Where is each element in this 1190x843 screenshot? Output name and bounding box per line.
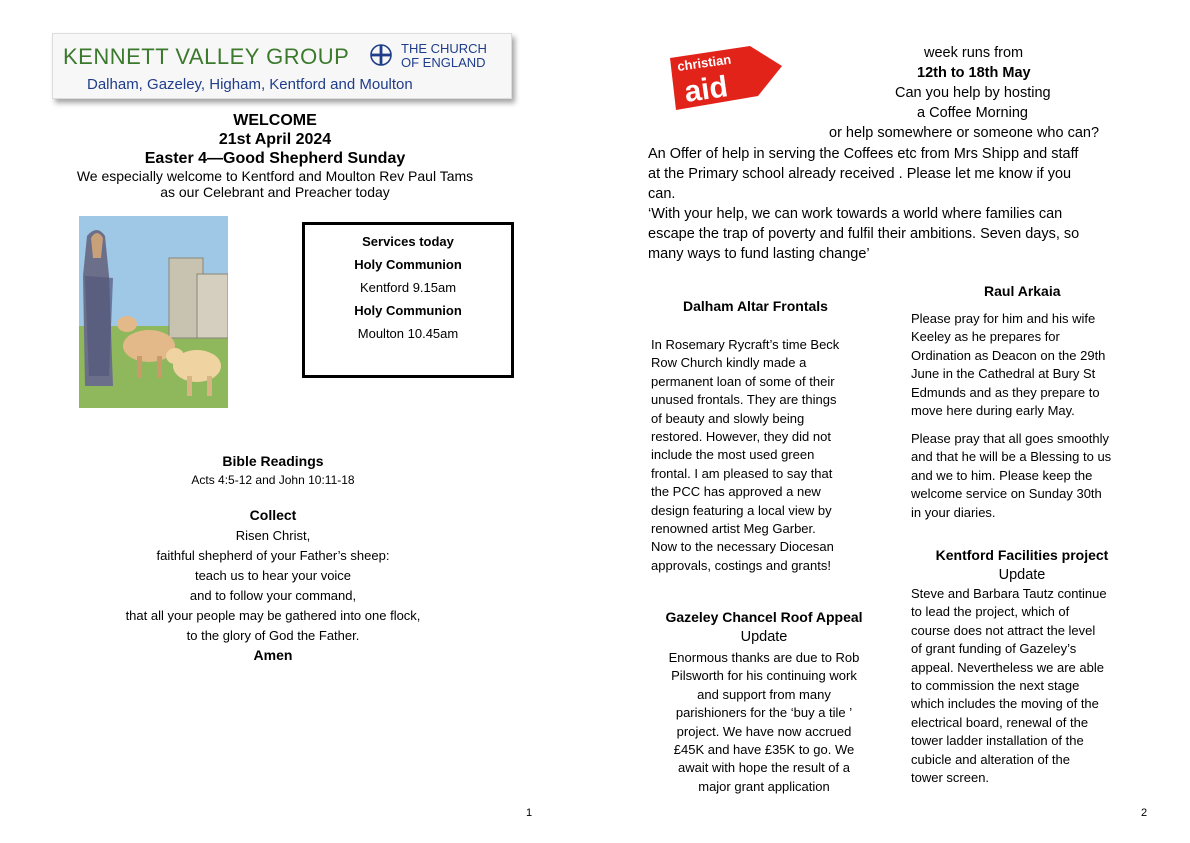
services-title: Services today (362, 234, 454, 249)
kentford-line: electrical board, renewal of the (911, 714, 1089, 730)
gazeley-line: Pilsworth for his continuing work (671, 668, 857, 684)
service-1-detail: Kentford 9.15am (359, 280, 457, 295)
ca-para-line: ‘With your help, we can work towards a world where families can (648, 206, 1063, 222)
dalham-text (651, 336, 839, 575)
collect-line: Risen Christ, (235, 528, 311, 543)
raul-line: Ordination as Deacon on the 29th (911, 347, 1106, 363)
christian-aid-logo-top: christian (676, 51, 733, 74)
bible-readings-title: Bible Readings (222, 453, 324, 469)
ca-line-1: week runs from (924, 45, 1024, 61)
kentford-line: to lead the project, which of (911, 604, 1070, 620)
good-shepherd-illustration (79, 216, 228, 408)
ca-line-4: a Coffee Morning (917, 105, 1028, 121)
page-number-right: 2 (1141, 807, 1148, 819)
raul-line: and that he will be a Blessing to us (911, 449, 1112, 465)
kentford-line: tower screen. (911, 770, 990, 786)
dalham-line: frontal. I am pleased to say that (651, 465, 833, 481)
kentford-title: Kentford Facilities project (935, 547, 1109, 563)
church-of-england-line1: THE CHURCH (401, 41, 487, 56)
kentford-line: Steve and Barbara Tautz continue (911, 586, 1107, 601)
collect-title: Collect (249, 507, 297, 523)
gazeley-line: Enormous thanks are due to Rob (668, 650, 860, 665)
raul-title: Raul Arkaia (984, 283, 1061, 299)
dalham-title: Dalham Altar Frontals (683, 298, 828, 314)
gazeley-title: Gazeley Chancel Roof Appeal (665, 609, 863, 625)
kentford-line: course does not attract the level (911, 622, 1096, 638)
kentford-line: which includes the moving of the (911, 696, 1099, 712)
ca-line-2: 12th to 18th May (917, 65, 1031, 81)
collect-line: teach us to hear your voice (194, 568, 352, 583)
dalham-line: Row Church kindly made a (651, 355, 807, 371)
collect-amen: Amen (253, 647, 293, 663)
kentford-subtitle: Update (998, 567, 1046, 583)
raul-line: move here during early May. (911, 403, 1075, 419)
service-2-name: Holy Communion (354, 303, 462, 318)
ca-para-line: An Offer of help in serving the Coffees etc from Mrs Shipp and staff (648, 146, 1079, 162)
christian-aid-logo-bottom: aid (682, 70, 730, 109)
welcome-line-2: as our Celebrant and Preacher today (160, 184, 390, 200)
dalham-line: restored. However, they did not (651, 429, 831, 445)
dalham-line: include the most used green (651, 447, 815, 463)
christian-aid-logo (668, 44, 784, 112)
raul-line: June in the Cathedral at Bury St (911, 366, 1096, 382)
ca-para-line: can. (648, 186, 676, 202)
kentford-line: cubicle and alteration of the (911, 751, 1070, 767)
gazeley-line: await with hope the result of a (678, 760, 850, 776)
gazeley-line: project. We have now accrued (676, 723, 852, 739)
dalham-line: design featuring a local view by (651, 502, 832, 518)
raul-line: Edmunds and as they prepare to (911, 384, 1100, 400)
gazeley-line: and support from many (697, 686, 831, 702)
dalham-line: Now to the necessary Diocesan (651, 539, 834, 555)
ca-paragraph (648, 144, 1079, 264)
parishes-list: Dalham, Gazeley, Higham, Kentford and Moulton (87, 76, 413, 93)
church-of-england-line2: OF ENGLAND (401, 55, 486, 70)
raul-para-1 (911, 310, 1105, 420)
dalham-line: renowned artist Meg Garber. (651, 521, 816, 537)
collect-line: that all your people may be gathered into one flock, (125, 608, 421, 623)
raul-line: Keeley as he prepares for (911, 329, 1060, 345)
collect-line: and to follow your command, (189, 588, 357, 603)
raul-line: welcome service on Sunday 30th (911, 486, 1102, 502)
service-2-detail: Moulton 10.45am (357, 326, 459, 341)
raul-line: in your diaries. (911, 504, 996, 520)
services-today-box (302, 222, 514, 378)
kentford-line: appeal. Nevertheless we are able (911, 659, 1104, 675)
header-banner (52, 33, 512, 99)
kentford-text (911, 585, 1107, 787)
welcome-line-1: We especially welcome to Kentford and Moulton Rev Paul Tams (76, 168, 474, 184)
gazeley-line: parishioners for the ‘buy a tile ’ (675, 705, 853, 721)
gazeley-line: £45K and have £35K to go. We (673, 742, 855, 758)
kentford-line: to commission the next stage (911, 678, 1080, 694)
kentford-line: tower ladder installation of the (911, 733, 1084, 749)
service-date: 21st April 2024 (218, 131, 332, 148)
dalham-line: permanent loan of some of their (651, 373, 835, 389)
ca-line-3: Can you help by hosting (895, 85, 1051, 101)
gazeley-line: major grant application (698, 778, 830, 794)
ca-para-line: at the Primary school already received . Please let me know if you (648, 166, 1072, 182)
raul-line: Please pray for him and his wife (911, 311, 1096, 326)
raul-line: Please pray that all goes smoothly (911, 431, 1109, 446)
service-1-name: Holy Communion (354, 257, 462, 272)
dalham-line: In Rosemary Rycraft’s time Beck (651, 337, 840, 352)
collect-line: faithful shepherd of your Father’s sheep: (156, 548, 390, 563)
ca-line-5: or help somewhere or someone who can? (829, 125, 1100, 141)
gazeley-subtitle: Update (740, 629, 788, 645)
dalham-line: the PCC has approved a new (651, 484, 821, 500)
group-title: KENNETT VALLEY GROUP (63, 44, 350, 69)
ca-para-line: many ways to fund lasting change’ (648, 246, 870, 262)
bible-readings-text: Acts 4:5-12 and John 10:11-18 (191, 473, 355, 487)
collect-line: to the glory of God the Father. (186, 628, 360, 643)
raul-para-2 (911, 430, 1111, 522)
collect-text (60, 526, 486, 646)
page-number-left: 1 (526, 807, 533, 819)
occasion-title: Easter 4—Good Shepherd Sunday (144, 150, 406, 167)
church-cross-logo-icon (369, 43, 393, 67)
dalham-line: approvals, costings and grants! (651, 557, 831, 573)
ca-para-line: escape the trap of poverty and fulfil their ambitions. Seven days, so (648, 226, 1080, 242)
kentford-line: of grant funding of Gazeley’s (911, 641, 1077, 657)
dalham-line: unused frontals. They are things (651, 392, 837, 408)
raul-line: and we to him. Please keep the (911, 467, 1093, 483)
gazeley-text (648, 649, 880, 796)
dalham-line: of beauty and slowly being (651, 410, 805, 426)
welcome-heading: WELCOME (233, 112, 317, 129)
